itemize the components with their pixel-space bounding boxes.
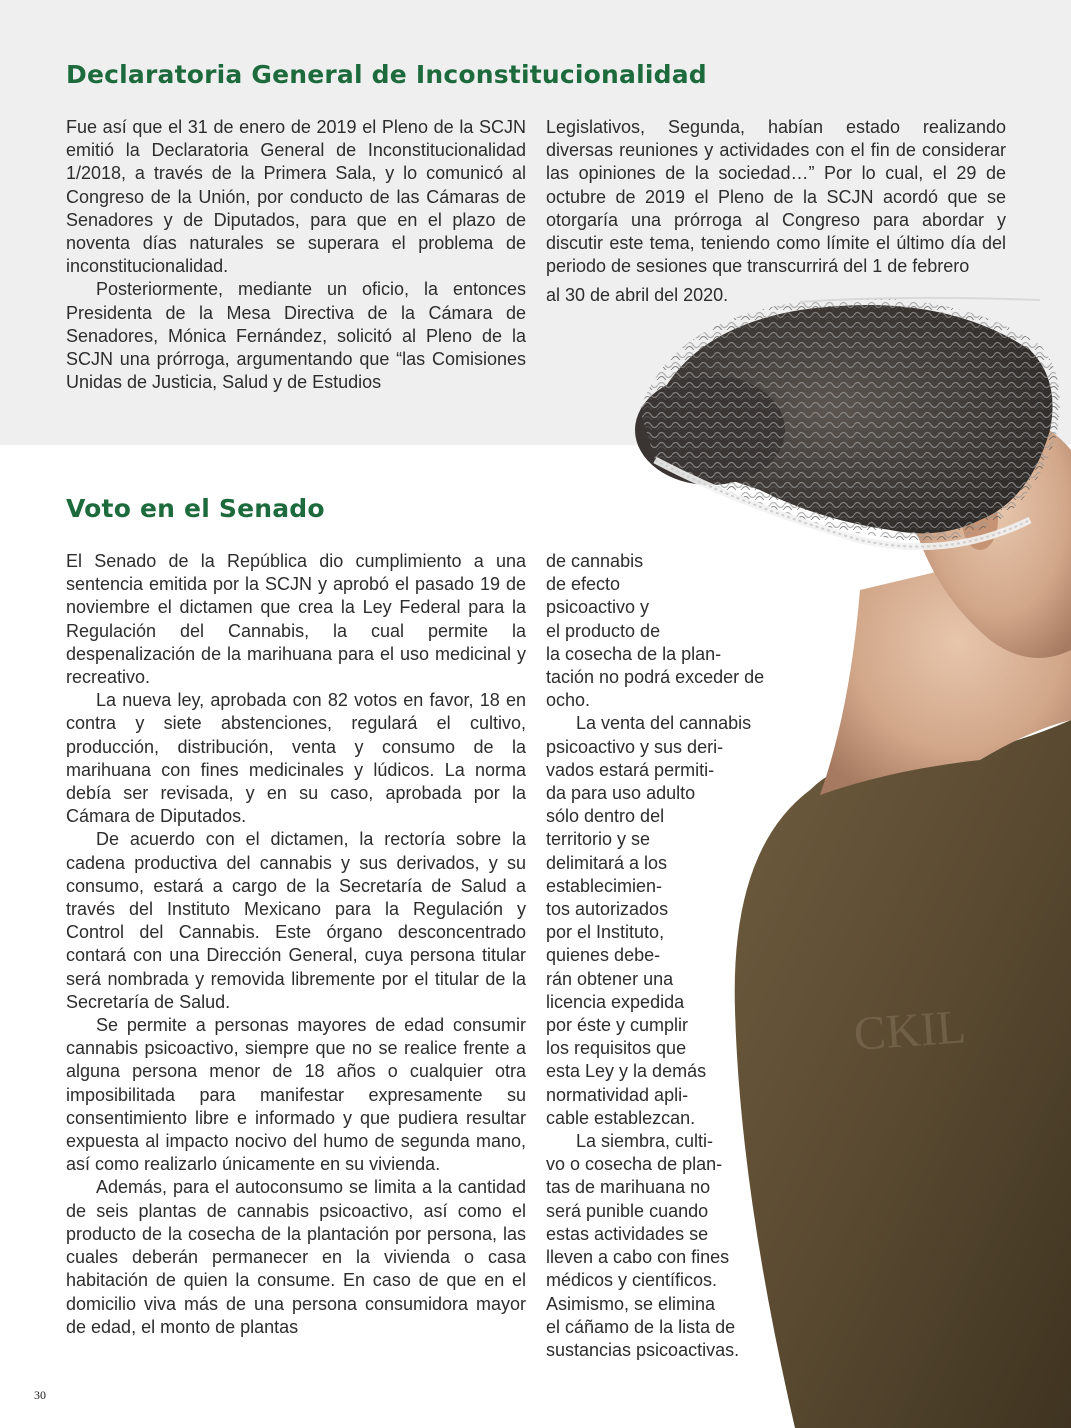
section2-column-right: [546, 550, 816, 1362]
page-number: 30: [34, 1388, 46, 1402]
text-line: los requisitos que: [546, 1038, 687, 1059]
text-line: tación no podrá exceder de: [546, 667, 765, 688]
section1-column-left: [66, 116, 526, 394]
paragraph: [546, 1130, 816, 1362]
text-line: La siembra, culti-: [576, 1131, 714, 1152]
text-line: por el Instituto,: [546, 922, 665, 943]
text-line: médicos y científicos.: [546, 1270, 718, 1291]
text-line: vo o cosecha de plan-: [546, 1154, 723, 1175]
text-line: tas de marihuana no: [546, 1177, 711, 1198]
text-line: tos autorizados: [546, 899, 669, 920]
section1-column-right: [546, 116, 1006, 308]
text-line: La venta del cannabis: [576, 713, 752, 734]
text-line: será punible cuando: [546, 1200, 709, 1221]
text-line: esta Ley y la demás: [546, 1061, 707, 1082]
paragraph: Legislativos, Segunda, habían estado realizando diversas reuniones y actividades con el fin de considerar las opiniones de la sociedad…” Por lo cual, el 29 de octubre de 2019 el Pleno de la SCJN acordó que se otorgaría una prórroga al Congreso para abordar y discutir este tema, teniendo como límite el último día del periodo de sesiones que transcurrirá del 1 de febrero: [546, 117, 1006, 277]
text-line: licencia expedida: [546, 991, 685, 1012]
text-line: la cosecha de la plan-: [546, 643, 722, 664]
paragraph: Posteriormente, mediante un oficio, la entonces Presidenta de la Mesa Directiva de la Cámara de Senadores, Mónica Fernández, solicitó al Pleno de la SCJN una prórroga, argumentando que “las Comisiones Unidas de Justicia, Salud y de Estudios: [66, 279, 526, 393]
text-line: ocho.: [546, 690, 591, 711]
text-line: rán obtener una: [546, 968, 674, 989]
section-heading-declaratoria: Declaratoria General de Inconstitucionalidad: [66, 60, 707, 89]
section2-column-left: [66, 550, 526, 1339]
text-line: el cáñamo de la lista de: [546, 1316, 736, 1337]
text-line: sustancias psicoactivas.: [546, 1339, 740, 1360]
paragraph: De acuerdo con el dictamen, la rectoría sobre la cadena productiva del cannabis y sus derivados, y su consumo, estará a cargo de la Secretaría de Salud a través del Instituto Mexicano para la Regulación y Control del Cannabis. Este órgano desconcentrado contará con una Dirección General, cuya persona titular será nombrada y removida libremente por el titular de la Secretaría de Salud.: [66, 829, 526, 1012]
text-line: vados estará permiti-: [546, 759, 715, 780]
text-line: delimitará a los: [546, 852, 668, 873]
text-line: territorio y se: [546, 829, 651, 850]
text-line: quienes debe-: [546, 945, 661, 966]
paragraph: Se permite a personas mayores de edad consumir cannabis psicoactivo, siempre que no se realice frente a alguna persona menor de 18 años o cualquier otra imposibilitada para manifestar expresamente su consentimiento libre e informado y que pudiera resultar expuesta al impacto nocivo del humo de segunda mano, así como realizarlo únicamente en su vivienda.: [66, 1015, 526, 1175]
text-line: establecimien-: [546, 875, 663, 896]
text-line: por éste y cumplir: [546, 1015, 689, 1036]
text-line: da para uso adulto: [546, 783, 696, 804]
paragraph: [546, 550, 816, 712]
text-line: normatividad apli-: [546, 1084, 689, 1105]
section-heading-voto: Voto en el Senado: [66, 494, 325, 523]
paragraph: La nueva ley, aprobada con 82 votos en favor, 18 en contra y siete abstenciones, regulará el cultivo, producción, distribución, venta y consumo de la marihuana con fines medicinales y lúdicos. La norma debía ser revisada, y en su caso, aprobada por la Cámara de Diputados.: [66, 690, 526, 827]
svg-text:CKIL: CKIL: [852, 1000, 968, 1061]
paragraph: Fue así que el 31 de enero de 2019 el Pleno de la SCJN emitió la Declaratoria General de Inconstitucionalidad 1/2018, a través de la Primera Sala, y lo comunicó al Congreso de la Unión, por conducto de las Cámaras de Senadores y de Diputados, para que en el plazo de noventa días naturales se superara el problema de inconstitucionalidad.: [66, 117, 526, 277]
text-line: lleven a cabo con fines: [546, 1247, 730, 1268]
text-line: psicoactivo y sus deri-: [546, 736, 724, 757]
text-line: de efecto: [546, 574, 621, 595]
text-line: Asimismo, se elimina: [546, 1293, 716, 1314]
text-line: de cannabis: [546, 551, 644, 571]
paragraph: Además, para el autoconsumo se limita a la cantidad de seis plantas de cannabis psicoactivo, así como el producto de la cosecha de la plantación por persona, las cuales deberán permanecer en la vivienda o casa habitación de quien la consume. En caso de que en el domicilio viva más de una persona consumidora mayor de edad, el monto de plantas: [66, 1177, 526, 1337]
text-line: sólo dentro del: [546, 806, 665, 827]
text-line: cable establezcan.: [546, 1107, 696, 1128]
paragraph: El Senado de la República dio cumplimiento a una sentencia emitida por la SCJN y aprobó el pasado 19 de noviembre el dictamen que crea la Ley Federal para la Regulación del Cannabis, la cual permite la despenalización de la marihuana para el uso medicinal y recreativo.: [66, 551, 526, 688]
text-line: el producto de: [546, 620, 661, 641]
text-line: psicoactivo y: [546, 597, 650, 618]
paragraph: [546, 712, 816, 1130]
paragraph: al 30 de abril del 2020.: [546, 285, 729, 306]
text-line: estas actividades se: [546, 1223, 709, 1244]
